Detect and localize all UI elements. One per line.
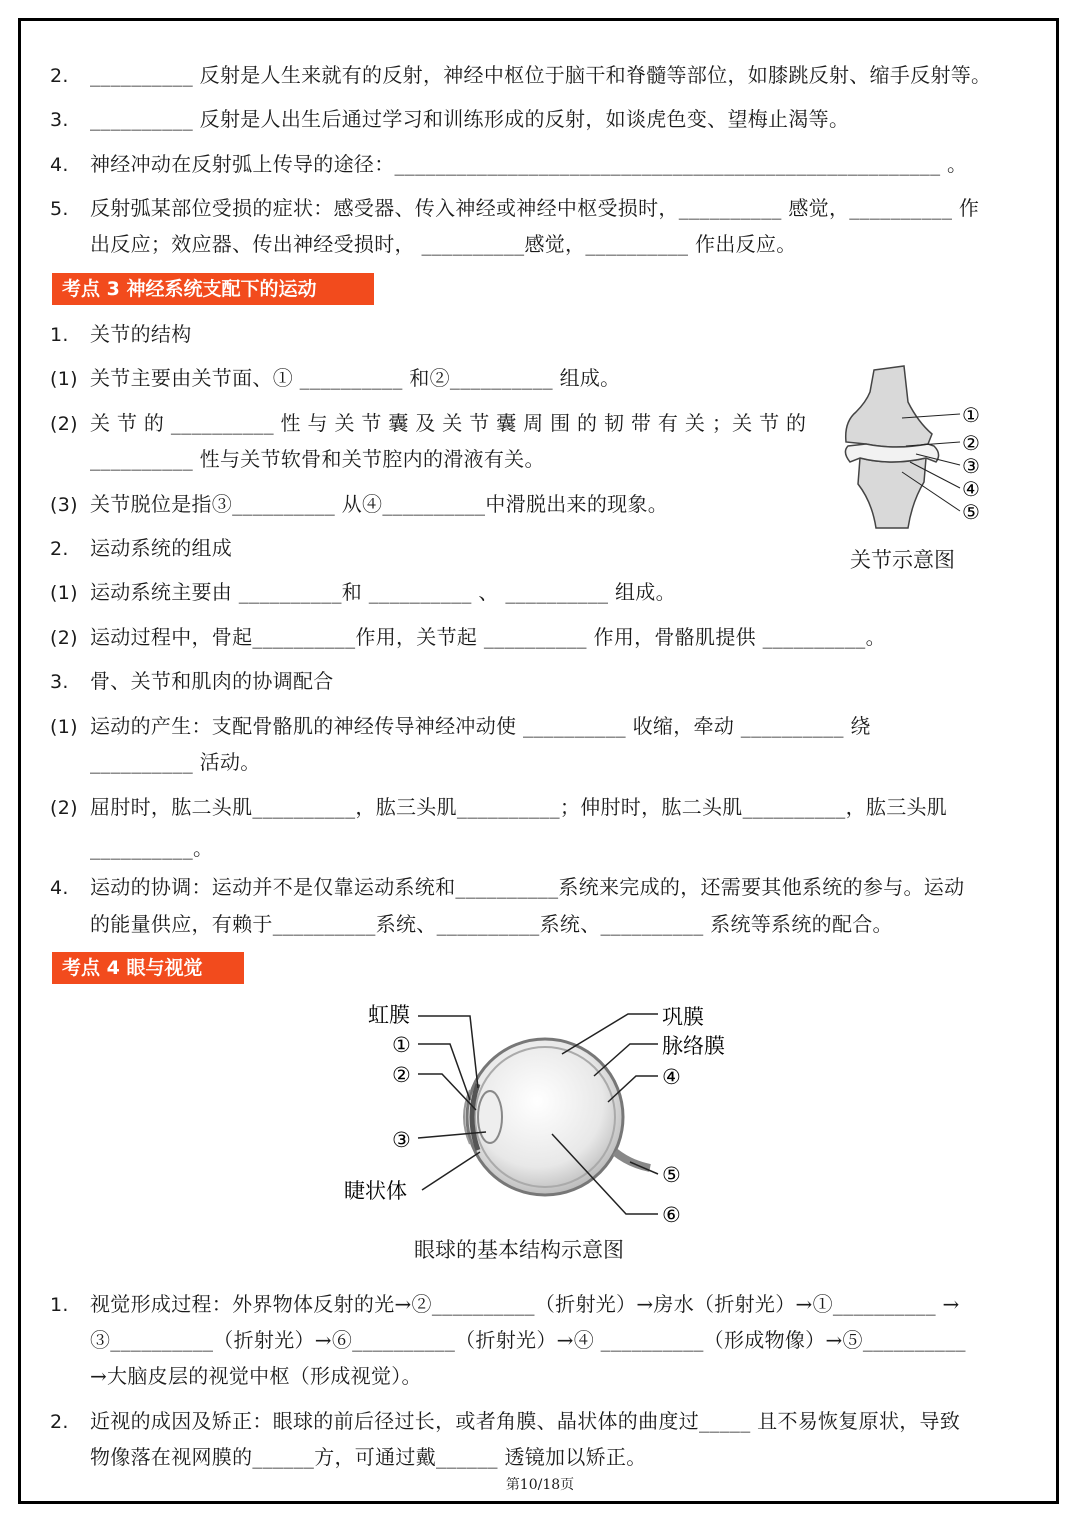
- eye-label-iris: 虹膜: [368, 1003, 410, 1027]
- optic-nerve: [615, 1152, 650, 1168]
- pointer-iris: [418, 1016, 478, 1088]
- coordination-line-1: (1) 运动的产生：支配骨骼肌的神经传导神经冲动使 __________ 收缩，牵动 __________ 绕: [50, 714, 871, 738]
- question-5: 5. 反射弧某部位受损的症状：感受器、传入神经或神经中枢受损时，__________ 感觉，__________ 作: [50, 196, 980, 220]
- motor-line-2: (2) 运动过程中，骨起__________作用，关节起 __________ 作用，骨骼肌提供 __________。: [50, 625, 886, 649]
- joint-label: ②: [962, 431, 980, 455]
- joint-diagram: [836, 362, 996, 532]
- question-5-cont: 出反应；效应器、传出神经受损时， __________感觉，__________ 作出反应。: [90, 232, 797, 256]
- motor-line-1: (1) 运动系统主要由 __________和 __________ 、 __________ 组成。: [50, 580, 676, 604]
- joint-label: ③: [962, 454, 980, 478]
- section-title-3: 考点 3 神经系统支配下的运动: [52, 273, 374, 305]
- eye-label-5: ⑤: [662, 1163, 681, 1187]
- coordination-line-2-cont: __________。: [90, 836, 214, 860]
- section-title-4: 考点 4 眼与视觉: [52, 952, 244, 984]
- joint-label: ⑤: [962, 500, 980, 524]
- vision-question-2-cont: 物像落在视网膜的______方，可通过戴______ 透镜加以矫正。: [90, 1445, 647, 1469]
- pointer-1: [418, 1044, 470, 1100]
- heading-coordination: 3. 骨、关节和肌肉的协调配合: [50, 669, 334, 693]
- question-3: 3. __________ 反射是人出生后通过学习和训练形成的反射，如谈虎色变、望梅止渴等。: [50, 107, 850, 131]
- joint-line-1: (1) 关节主要由关节面、① __________ 和②__________ 组成。: [50, 366, 621, 390]
- eye-label-choroid: 脉络膜: [662, 1034, 725, 1058]
- vision-question-1: 1. 视觉形成过程：外界物体反射的光→②__________（折射光）→房水（折射光）→①__________ →: [50, 1292, 960, 1316]
- heading-joint-structure: 1. 关节的结构: [50, 322, 192, 346]
- question-movement-coordination: 4. 运动的协调：运动并不是仅靠运动系统和__________系统来完成的，还需要其他系统的参与。运动: [50, 875, 965, 899]
- joint-caption: 关节示意图: [850, 548, 955, 572]
- eye-diagram: [330, 992, 750, 1232]
- question-4: 4. 神经冲动在反射弧上传导的途径：_____________________________________________________ 。: [50, 152, 968, 176]
- eye-label-1: ①: [392, 1033, 411, 1057]
- pointer-ciliary: [422, 1152, 480, 1190]
- eye-label-3: ③: [392, 1128, 411, 1152]
- vision-question-1-cont: ③__________（折射光）→⑥__________（折射光）→④ __________（形成物像）→⑤__________: [90, 1328, 966, 1352]
- upper-bone: [846, 366, 932, 447]
- heading-motor-system: 2. 运动系统的组成: [50, 536, 233, 560]
- page-number: 第10/18页: [505, 1477, 575, 1493]
- question-2: 2. __________ 反射是人生来就有的反射，神经中枢位于脑干和脊髓等部位，如膝跳反射、缩手反射等。: [50, 63, 992, 87]
- vision-question-2: 2. 近视的成因及矫正：眼球的前后径过长，或者角膜、晶状体的曲度过_____ 且不易恢复原状，导致: [50, 1409, 961, 1433]
- lower-bone: [858, 458, 926, 528]
- joint-label: ④: [962, 477, 980, 501]
- joint-line-3: (3) 关节脱位是指③__________ 从④__________中滑脱出来的现象。: [50, 492, 669, 516]
- coordination-line-1-cont: __________ 活动。: [90, 750, 261, 774]
- eye-label-sclera: 巩膜: [662, 1005, 704, 1029]
- eye-label-4: ④: [662, 1065, 681, 1089]
- eye-label-6: ⑥: [662, 1203, 681, 1227]
- joint-label: ①: [962, 403, 980, 427]
- eye-caption: 眼球的基本结构示意图: [414, 1238, 624, 1262]
- coordination-line-2: (2) 屈肘时，肱二头肌__________，肱三头肌__________；伸肘时，肱二头肌__________，肱三头肌: [50, 795, 948, 819]
- eye-label-ciliary: 睫状体: [344, 1179, 407, 1203]
- joint-line-2-cont: __________ 性与关节软骨和关节腔内的滑液有关。: [90, 447, 545, 471]
- eye-label-2: ②: [392, 1063, 411, 1087]
- vision-question-1-cont2: →大脑皮层的视觉中枢（形成视觉）。: [90, 1364, 422, 1388]
- question-movement-coordination-cont: 的能量供应，有赖于__________系统、__________系统、__________ 系统等系统的配合。: [90, 912, 893, 936]
- lens-shape: [478, 1091, 502, 1143]
- joint-line-2: (2) 关 节 的 __________ 性 与 关 节 囊 及 关 节 囊 周 围 的 韧 带 有 关 ；关 节 的: [50, 411, 807, 435]
